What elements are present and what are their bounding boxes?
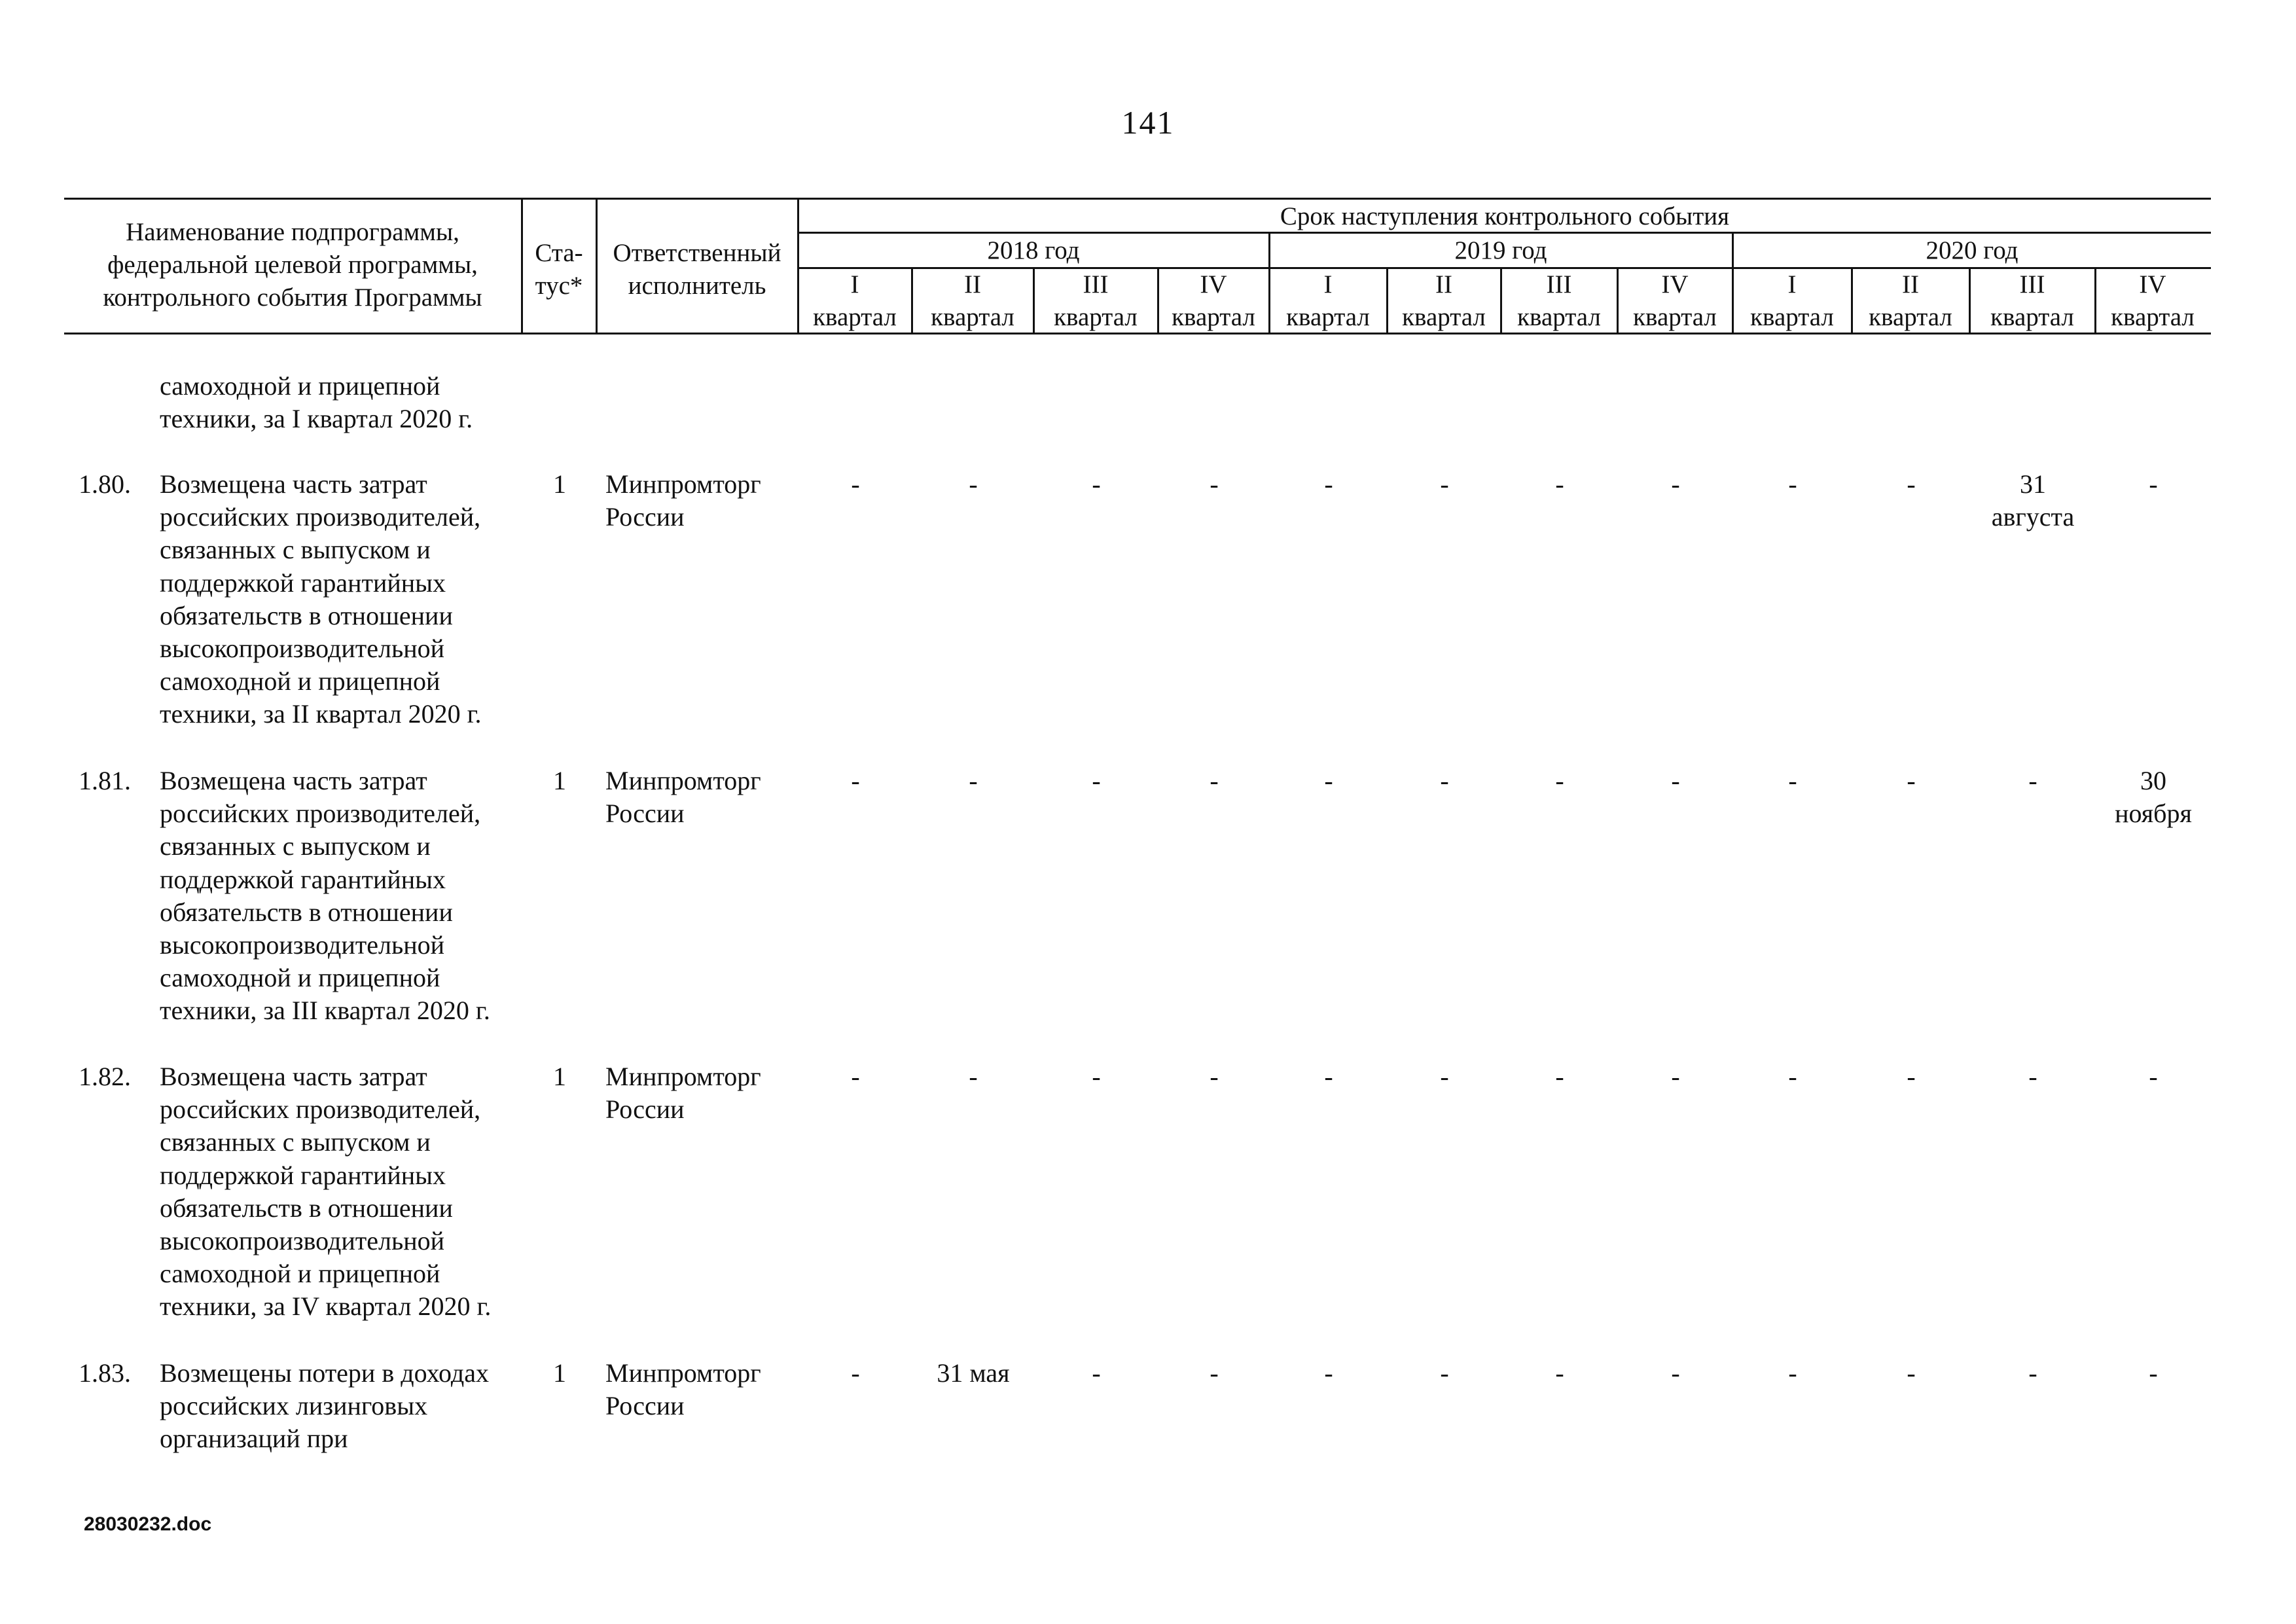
row-quarter-term: - xyxy=(2149,1062,2158,1091)
row-quarter-term: - xyxy=(2149,469,2158,499)
row-quarter-term: - xyxy=(1092,1062,1101,1091)
quarter-word-header: квартал xyxy=(1633,303,1717,331)
row-quarter-term: - xyxy=(1092,766,1101,795)
row-quarter-term: - xyxy=(969,469,978,499)
row-quarter-term: - xyxy=(1788,1358,1797,1388)
quarter-number-header: III xyxy=(2019,270,2045,298)
row-quarter-term: - xyxy=(1440,1358,1449,1388)
row-quarter-term: - xyxy=(1324,1358,1333,1388)
row-quarter-term: - xyxy=(1210,766,1219,795)
row-status: 1 xyxy=(553,469,566,499)
row-quarter-term: - xyxy=(2028,1062,2037,1091)
row-quarter-term: 30 ноября xyxy=(2115,766,2192,829)
row-quarter-term: - xyxy=(1788,766,1797,795)
quarter-divider xyxy=(2094,267,2096,334)
row-quarter-term: - xyxy=(1092,1358,1101,1388)
year-2020-header: 2020 год xyxy=(1926,236,2018,264)
row-quarter-term: - xyxy=(851,766,860,795)
row-responsible: Минпромторг России xyxy=(605,766,761,829)
quarter-number-header: II xyxy=(1902,270,1919,298)
quarter-word-header: квартал xyxy=(1517,303,1601,331)
row-quarter-term: - xyxy=(1671,469,1680,499)
quarter-number-header: IV xyxy=(1200,270,1227,298)
row-quarter-term: - xyxy=(1907,766,1916,795)
row-quarter-term: - xyxy=(1555,766,1564,795)
quarter-number-header: II xyxy=(1435,270,1452,298)
name-column-header: Наименование подпрограммы, федеральной целевой программы, контрольного события Программы xyxy=(103,218,482,312)
row-quarter-term: - xyxy=(1440,766,1449,795)
row-quarter-term: - xyxy=(851,1358,860,1388)
quarter-word-header: квартал xyxy=(1750,303,1834,331)
row-quarter-term: - xyxy=(1555,469,1564,499)
quarter-word-header: квартал xyxy=(931,303,1014,331)
quarter-divider xyxy=(911,267,913,334)
row-event-name: Возмещена часть затрат российских производителей, связанных с выпуском и поддержкой гарантийных обязательств в отношении высокопроизводительной самоходной и прицепной техники, за III квартал 2020 г. xyxy=(160,766,490,1026)
row-status: 1 xyxy=(553,766,566,795)
row-quarter-term: - xyxy=(1210,1358,1219,1388)
row-quarter-term: - xyxy=(1907,1358,1916,1388)
row-event-name: Возмещены потери в доходах российских лизинговых организаций при xyxy=(160,1358,490,1454)
quarter-divider xyxy=(1500,267,1502,334)
quarter-divider xyxy=(1851,267,1853,334)
row-responsible: Минпромторг России xyxy=(605,469,761,532)
document-code: 28030232.doc xyxy=(84,1513,212,1535)
quarter-word-header: квартал xyxy=(1286,303,1370,331)
status-column-header-line1: Ста- xyxy=(535,239,583,267)
quarter-divider xyxy=(1386,267,1388,334)
row-number: 1.83. xyxy=(79,1358,131,1388)
quarter-number-header: III xyxy=(1546,270,1572,298)
quarter-number-header: I xyxy=(1323,270,1333,298)
row-quarter-term: - xyxy=(1324,766,1333,795)
row-event-name: Возмещена часть затрат российских производителей, связанных с выпуском и поддержкой гарантийных обязательств в отношении высокопроизводительной самоходной и прицепной техники, за IV квартал 2020 г. xyxy=(160,1062,492,1322)
row-quarter-term: - xyxy=(2149,1358,2158,1388)
row-status: 1 xyxy=(553,1062,566,1091)
quarter-word-header: квартал xyxy=(1172,303,1255,331)
row-quarter-term: - xyxy=(2028,766,2037,795)
row-event-name: самоходной и прицепной техники, за I квартал 2020 г. xyxy=(160,371,473,434)
quarter-divider xyxy=(1969,267,1971,334)
row-quarter-term: - xyxy=(2028,1358,2037,1388)
row-quarter-term: - xyxy=(1555,1062,1564,1091)
row-quarter-term: - xyxy=(851,1062,860,1091)
row-quarter-term: - xyxy=(1210,469,1219,499)
row-quarter-term: 31 августа xyxy=(1991,469,2075,532)
row-quarter-term: - xyxy=(1671,1358,1680,1388)
quarter-divider xyxy=(1617,267,1619,334)
quarter-divider xyxy=(1033,267,1035,334)
row-quarter-term: - xyxy=(1907,1062,1916,1091)
quarter-number-header: I xyxy=(1787,270,1797,298)
row-responsible: Минпромторг России xyxy=(605,1358,761,1421)
quarter-divider xyxy=(1157,267,1159,334)
row-responsible: Минпромторг России xyxy=(605,1062,761,1125)
quarter-number-header: IV xyxy=(1661,270,1689,298)
quarter-number-header: II xyxy=(964,270,981,298)
status-column-header-line2: тус* xyxy=(535,272,583,300)
term-column-header: Срок наступления контрольного события xyxy=(1280,202,1730,230)
row-quarter-term: - xyxy=(969,766,978,795)
row-quarter-term: - xyxy=(1324,1062,1333,1091)
year-2018-header: 2018 год xyxy=(987,236,1080,264)
row-number: 1.80. xyxy=(79,469,131,499)
responsible-column-header-line1: Ответственный xyxy=(613,239,781,267)
row-quarter-term: - xyxy=(1210,1062,1219,1091)
row-quarter-term: - xyxy=(1671,1062,1680,1091)
quarter-number-header: III xyxy=(1083,270,1109,298)
row-quarter-term: - xyxy=(1907,469,1916,499)
row-status: 1 xyxy=(553,1358,566,1388)
quarter-word-header: квартал xyxy=(1869,303,1952,331)
row-event-name: Возмещена часть затрат российских производителей, связанных с выпуском и поддержкой гарантийных обязательств в отношении высокопроизводительной самоходной и прицепной техники, за II квартал 2020 г. xyxy=(160,469,482,729)
responsible-column-header-line2: исполнитель xyxy=(628,272,766,300)
quarter-word-header: квартал xyxy=(1054,303,1138,331)
row-quarter-term: - xyxy=(1440,1062,1449,1091)
quarter-number-header: IV xyxy=(2139,270,2166,298)
quarter-word-header: квартал xyxy=(1402,303,1486,331)
row-number: 1.82. xyxy=(79,1062,131,1091)
year-2019-header: 2019 год xyxy=(1454,236,1547,264)
row-quarter-term: - xyxy=(1324,469,1333,499)
row-quarter-term: - xyxy=(1788,469,1797,499)
quarter-word-header: квартал xyxy=(813,303,897,331)
row-number: 1.81. xyxy=(79,766,131,795)
row-quarter-term: - xyxy=(1555,1358,1564,1388)
row-quarter-term: - xyxy=(851,469,860,499)
row-quarter-term: 31 мая xyxy=(937,1358,1010,1388)
table-header xyxy=(64,198,2211,335)
page-number: 141 xyxy=(1121,104,1175,141)
quarter-word-header: квартал xyxy=(1990,303,2074,331)
row-quarter-term: - xyxy=(969,1062,978,1091)
row-quarter-term: - xyxy=(1788,1062,1797,1091)
header-top-rule xyxy=(64,198,2211,200)
row-quarter-term: - xyxy=(1671,766,1680,795)
row-quarter-term: - xyxy=(1092,469,1101,499)
row-quarter-term: - xyxy=(1440,469,1449,499)
quarter-number-header: I xyxy=(850,270,859,298)
quarter-word-header: квартал xyxy=(2111,303,2195,331)
